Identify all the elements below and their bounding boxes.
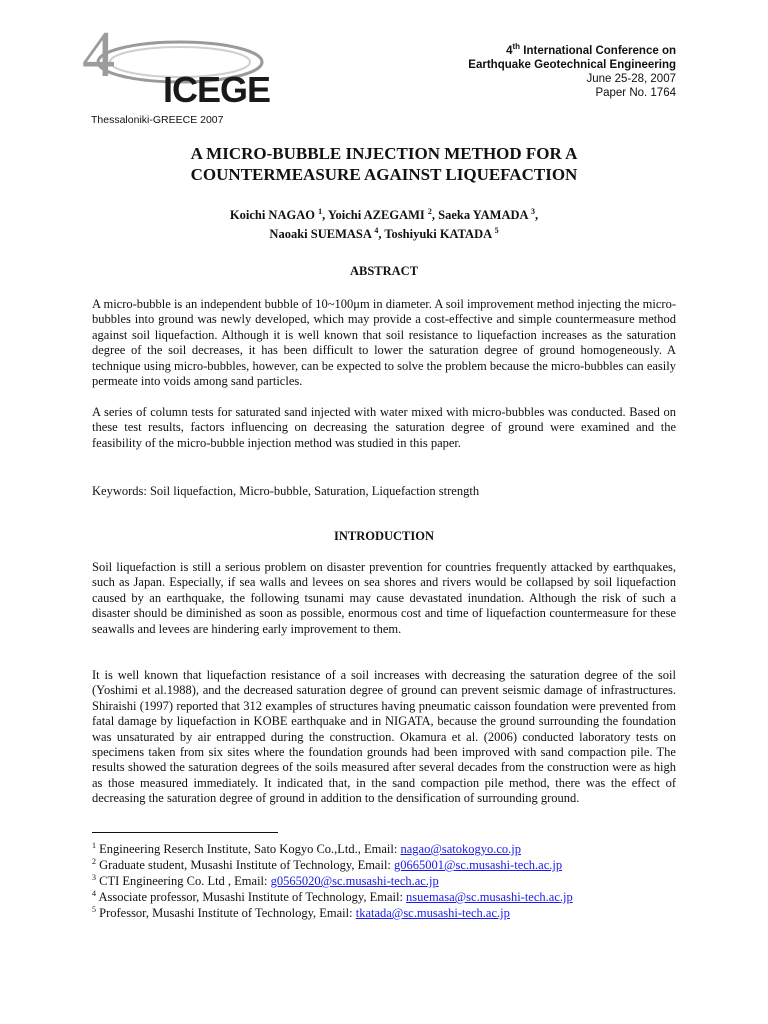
conference-logo [68, 18, 271, 126]
author-line-1: Koichi NAGAO $^1$, Yoichi AZEGAMI $^2$, Saeka YAMADA $^3$, [229, 207, 539, 223]
abstract-heading: ABSTRACT [349, 264, 419, 278]
email-link[interactable]: g0665001@sc.musashi-tech.ac.jp [394, 858, 563, 873]
keywords: Keywords: Soil liquefaction, Micro-bubble, Saturation, Liquefaction strength [92, 484, 480, 498]
paper-number: Paper No. 1764 [595, 86, 676, 99]
footnote-1: $^1$ Engineering Reserch Institute, Sato Kogyo Co.,Ltd., Email: nagao@satokogyo.co.jp [92, 841, 521, 857]
conference-info [468, 40, 676, 100]
email-link[interactable]: g0565020@sc.musashi-tech.ac.jp [270, 874, 439, 889]
abstract-paragraph-2: A series of column tests for saturated sand injected with water mixed with micro-bubbles was conducted. Based on these test results, factors influencing on decreasing the saturation degree of ground were examined and the feasibility of the micro-bubble injection method was studied in this paper. [92, 405, 676, 450]
email-link[interactable]: nsuemasa@sc.musashi-tech.ac.jp [406, 890, 573, 905]
email-link[interactable]: nagao@satokogyo.co.jp [400, 842, 521, 857]
abstract-paragraph-1: A micro-bubble is an independent bubble of 10~100μm in diameter. A soil improvement method injecting the micro-bubbles into ground was newly developed, which may provide a cost-effective and simple countermeasure method against soil liquefaction. Although it is well known that soil resistance to liquefaction increases as the saturation degree of the soil decreases, it has been difficult to lower the saturation degree of ground homogeneously. A technique using micro-bubbles, however, can be expected to solve the problem because the micro-bubbles can easily permeate into voids among sand particles. [92, 297, 676, 389]
paper-title [92, 143, 676, 185]
intro-paragraph-1: Soil liquefaction is still a serious problem on disaster prevention for countries frequently attacked by earthquakes, such as Japan. Especially, if sea walls and levees on sea shores and rivers would be collapsed by soil liquefaction caused by an earthquake, the following tsunami may cause devastated inundation. Although the risk of such a disaster should be diminished as soon as possible, enormous cost and time of liquefaction countermeasure for these seawalls and levees are hindering early improvement to them. [92, 560, 676, 636]
author-line-2: Naoaki SUEMASA $^4$, Toshiyuki KATADA $^5$ [269, 226, 499, 242]
logo-city: Thessaloniki-GREECE 2007 [91, 114, 224, 126]
title-line-2: COUNTERMEASURE AGAINST LIQUEFACTION [190, 165, 578, 184]
logo-name: ICEGE [163, 69, 271, 110]
footnote-3: $^3$ CTI Engineering Co. Ltd , Email: g0565020@sc.musashi-tech.ac.jp [92, 873, 439, 889]
author-list [92, 204, 676, 242]
intro-paragraph-2: It is well known that liquefaction resistance of a soil increases with decreasing the saturation degree of the soil (Yoshimi et al.1988), and the decreased saturation degree of ground can prevent seismic damage of infrastructures. Shiraishi (1997) reported that 312 examples of structures having pneumatic caisson foundation were prevented from fatal damage by liquefaction in KOBE earthquake and in NIGATA, because the ground surrounding the foundation was unsaturated by air entrapped during the construction. Okamura et al. (2006) conducted laboratory tests on specimens taken from six sites where the foundation grounds had been improved with sand compaction pile. The results showed the saturation degrees of the soils measured after several decades from the construction were as high as those measured immediately. It indicated that, in the sand compaction pile method, there was the effect of decreasing the saturation degree of ground in addition to the densification of surrounding ground. [92, 668, 676, 806]
footnote-2: $^2$ Graduate student, Musashi Institute of Technology, Email: g0665001@sc.musashi-tech.ac.jp [92, 857, 563, 873]
title-line-1: A MICRO-BUBBLE INJECTION METHOD FOR A [190, 144, 578, 163]
conference-line1: 4th International Conference on [506, 42, 676, 57]
email-link[interactable]: tkatada@sc.musashi-tech.ac.jp [355, 906, 510, 921]
conference-dates: June 25-28, 2007 [586, 72, 676, 85]
conference-line2: Earthquake Geotechnical Engineering [468, 58, 676, 71]
footnote-divider [92, 832, 278, 833]
introduction-heading: INTRODUCTION [333, 529, 434, 543]
footnote-4: $^4$ Associate professor, Musashi Institute of Technology, Email: nsuemasa@sc.musashi-tech.ac.jp [92, 889, 573, 905]
footnote-5: $^5$ Professor, Musashi Institute of Technology, Email: tkatada@sc.musashi-tech.ac.jp [92, 905, 510, 921]
logo-number: 4 [82, 18, 115, 91]
